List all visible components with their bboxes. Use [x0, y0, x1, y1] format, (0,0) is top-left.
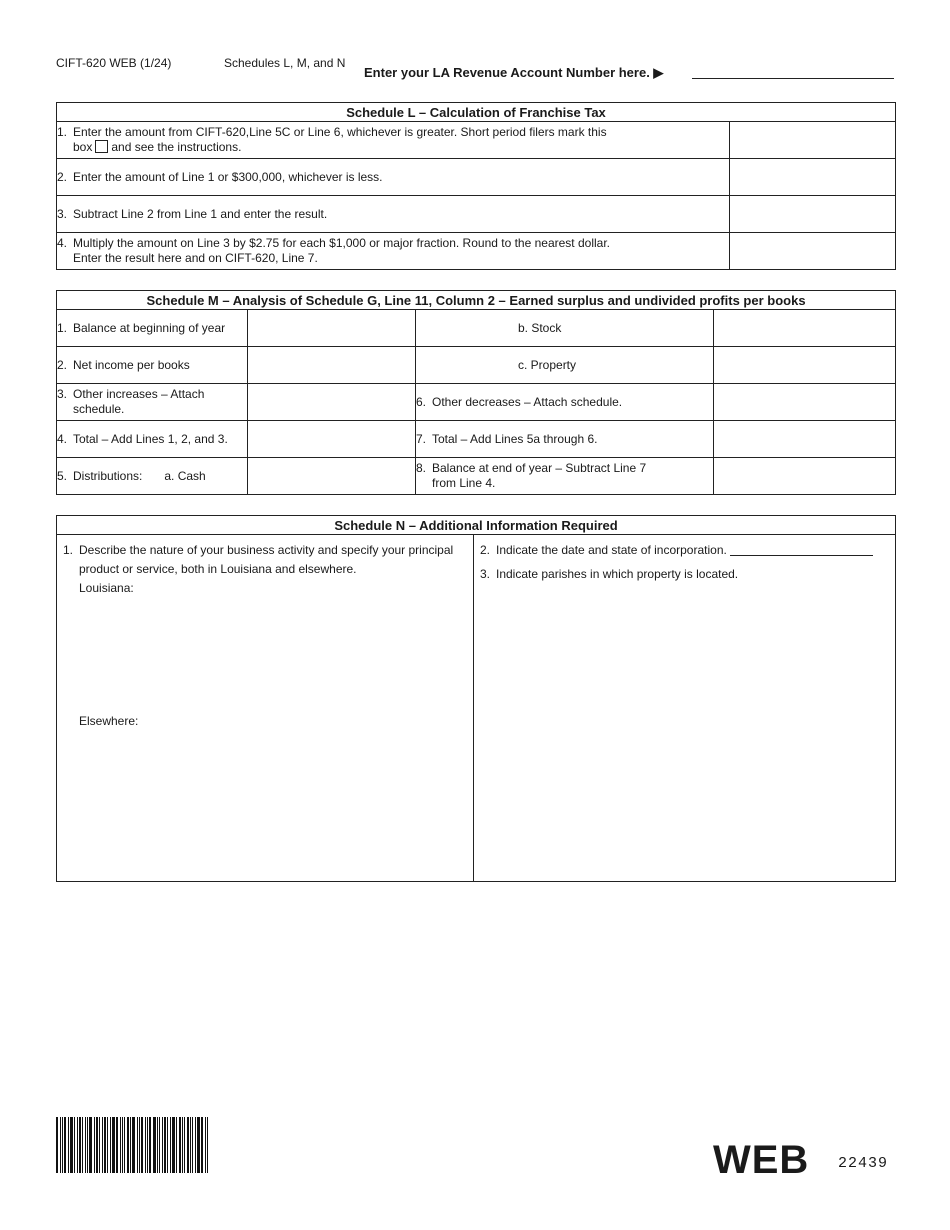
barcode-bar: [153, 1117, 156, 1173]
account-number-field[interactable]: [692, 78, 894, 79]
schedule-l-line-4: [57, 233, 896, 270]
barcode-bar: [85, 1117, 86, 1173]
schedule-m-table: [56, 290, 896, 495]
barcode-bar: [102, 1117, 103, 1173]
barcode-bar: [79, 1117, 81, 1173]
barcode-bar: [184, 1117, 185, 1173]
barcode-bar: [62, 1117, 63, 1173]
line-text: a. Cash: [164, 468, 206, 483]
barcode-bar: [77, 1117, 78, 1173]
barcode: [56, 1117, 209, 1173]
line-text: Balance at end of year – Subtract Line 7: [432, 461, 647, 475]
barcode-bar: [112, 1117, 115, 1173]
line-text: Balance at beginning of year: [73, 320, 226, 335]
line-text: Total – Add Lines 1, 2, and 3.: [73, 431, 228, 446]
schedule-n-table: [56, 515, 896, 882]
line-number: 4.: [57, 431, 68, 446]
line-text: Indicate the date and state of incorporation.: [496, 543, 727, 557]
line-text: product or service, both in Louisiana and elsewhere.: [79, 562, 357, 576]
barcode-bar: [56, 1117, 58, 1173]
line-text: Enter the amount from CIFT-620,Line 5C or Line 6, whichever is greater. Short period filers mark this: [73, 125, 607, 139]
barcode-bar: [104, 1117, 106, 1173]
schedule-m-line-4-amount[interactable]: [248, 421, 416, 458]
schedule-l-line-1: [57, 122, 896, 159]
barcode-bar: [176, 1117, 177, 1173]
barcode-bar: [162, 1117, 163, 1173]
barcode-bar: [122, 1117, 123, 1173]
schedule-l-line-1-amount[interactable]: [730, 122, 896, 159]
line-number: 3.: [480, 567, 491, 581]
barcode-bar: [205, 1117, 206, 1173]
schedule-l-line-2: [57, 159, 896, 196]
schedule-m-line-6-amount[interactable]: [714, 384, 896, 421]
barcode-bar: [141, 1117, 143, 1173]
barcode-bar: [124, 1117, 125, 1173]
line-number: 3.: [57, 206, 68, 221]
barcode-bar: [110, 1117, 111, 1173]
schedule-l-table: [56, 102, 896, 270]
schedule-m-row-4: [57, 421, 896, 458]
barcode-bar: [132, 1117, 135, 1173]
line-text: Net income per books: [73, 357, 190, 372]
line-number: 1.: [57, 125, 68, 139]
schedule-m-line-5c-amount[interactable]: [714, 347, 896, 384]
barcode-bar: [201, 1117, 203, 1173]
schedule-n-title: Schedule N – Additional Information Required: [57, 516, 896, 535]
schedule-m-line-3-amount[interactable]: [248, 384, 416, 421]
line-text: Enter the amount of Line 1 or $300,000, whichever is less.: [73, 169, 383, 184]
barcode-bar: [192, 1117, 193, 1173]
schedule-m-title: Schedule M – Analysis of Schedule G, Line 11, Column 2 – Earned surplus and undivided profits per books: [57, 291, 896, 310]
barcode-bar: [130, 1117, 131, 1173]
barcode-bar: [182, 1117, 183, 1173]
schedule-l-line-3: [57, 196, 896, 233]
line-text: Other decreases – Attach schedule.: [432, 394, 623, 409]
schedules-label: Schedules L, M, and N: [224, 56, 346, 70]
schedule-m-row-5: [57, 458, 896, 495]
line-text: Multiply the amount on Line 3 by $2.75 for each $1,000 or major fraction. Round to the nearest dollar.: [73, 236, 610, 250]
barcode-bar: [70, 1117, 73, 1173]
barcode-bar: [60, 1117, 61, 1173]
barcode-bar: [159, 1117, 160, 1173]
line-number: 2.: [480, 543, 491, 557]
line-text: box: [73, 140, 93, 154]
line-text: schedule.: [73, 402, 125, 416]
line-number: 2.: [57, 357, 68, 372]
web-mark: WEB: [713, 1138, 810, 1182]
line-number: 7.: [416, 431, 427, 446]
barcode-bar: [164, 1117, 166, 1173]
louisiana-label: Louisiana:: [79, 581, 134, 595]
barcode-bar: [94, 1117, 95, 1173]
line-number: 3.: [57, 387, 68, 401]
barcode-bar: [120, 1117, 121, 1173]
line-number: 5.: [57, 468, 68, 483]
barcode-bar: [149, 1117, 151, 1173]
line-number: 1.: [63, 543, 74, 557]
barcode-bar: [187, 1117, 189, 1173]
barcode-bar: [68, 1117, 69, 1173]
barcode-bar: [89, 1117, 92, 1173]
business-activity-area[interactable]: [57, 535, 474, 882]
line-text: Total – Add Lines 5a through 6.: [432, 431, 598, 446]
line-number: 6.: [416, 394, 427, 409]
line-text: Other increases – Attach: [73, 387, 205, 401]
barcode-bar: [172, 1117, 175, 1173]
barcode-bar: [137, 1117, 138, 1173]
schedule-m-line-2-amount[interactable]: [248, 347, 416, 384]
barcode-bar: [87, 1117, 88, 1173]
schedule-m-line-5b-amount[interactable]: [714, 310, 896, 347]
line-text: Distributions:: [73, 468, 143, 483]
louisiana-response-area[interactable]: [63, 598, 467, 712]
barcode-bar: [116, 1117, 118, 1173]
form-code: 22439: [838, 1155, 889, 1172]
barcode-bar: [99, 1117, 100, 1173]
form-id: CIFT-620 WEB (1/24): [56, 56, 172, 70]
barcode-bar: [157, 1117, 158, 1173]
schedule-m-row-1: [57, 310, 896, 347]
barcode-bar: [179, 1117, 181, 1173]
schedule-m-line-1-amount[interactable]: [248, 310, 416, 347]
incorporation-field[interactable]: [730, 555, 873, 556]
barcode-bar: [107, 1117, 108, 1173]
line-text: Describe the nature of your business activity and specify your principal: [79, 543, 454, 557]
line-text: from Line 4.: [432, 476, 496, 490]
barcode-bar: [197, 1117, 200, 1173]
line-number: 1.: [57, 320, 68, 335]
incorporation-info-area[interactable]: [474, 535, 896, 882]
barcode-bar: [207, 1117, 208, 1173]
line-text: and see the instructions.: [111, 140, 242, 154]
line-text: Enter the result here and on CIFT-620, Line 7.: [73, 251, 318, 265]
barcode-bar: [96, 1117, 98, 1173]
line-text: b. Stock: [416, 310, 714, 347]
line-text: Indicate parishes in which property is located.: [496, 567, 739, 581]
schedule-m-line-8-amount[interactable]: [714, 458, 896, 495]
barcode-bar: [82, 1117, 83, 1173]
schedule-m-line-7-amount[interactable]: [714, 421, 896, 458]
line-text: c. Property: [416, 347, 714, 384]
barcode-bar: [145, 1117, 146, 1173]
elsewhere-label: Elsewhere:: [79, 714, 139, 728]
schedule-l-title: Schedule L – Calculation of Franchise Tax: [57, 103, 896, 122]
schedule-l-line-3-amount[interactable]: [730, 196, 896, 233]
barcode-bar: [139, 1117, 140, 1173]
line-text: Subtract Line 2 from Line 1 and enter the result.: [73, 206, 328, 221]
schedule-m-row-2: [57, 347, 896, 384]
barcode-bar: [147, 1117, 148, 1173]
barcode-bar: [195, 1117, 196, 1173]
barcode-bar: [127, 1117, 129, 1173]
barcode-bar: [74, 1117, 75, 1173]
line-number: 8.: [416, 461, 427, 475]
barcode-bar: [167, 1117, 168, 1173]
account-number-prompt: Enter your LA Revenue Account Number here. ▶: [364, 65, 664, 80]
schedule-m-row-3: [57, 384, 896, 421]
line-number: 4.: [57, 236, 68, 250]
barcode-bar: [64, 1117, 66, 1173]
barcode-bar: [170, 1117, 171, 1173]
line-number: 2.: [57, 169, 68, 184]
schedule-l-line-4-amount[interactable]: [730, 233, 896, 270]
barcode-bar: [190, 1117, 191, 1173]
schedule-l-line-2-amount[interactable]: [730, 159, 896, 196]
short-period-checkbox[interactable]: [95, 140, 108, 153]
schedule-m-line-5a-amount[interactable]: [248, 458, 416, 495]
